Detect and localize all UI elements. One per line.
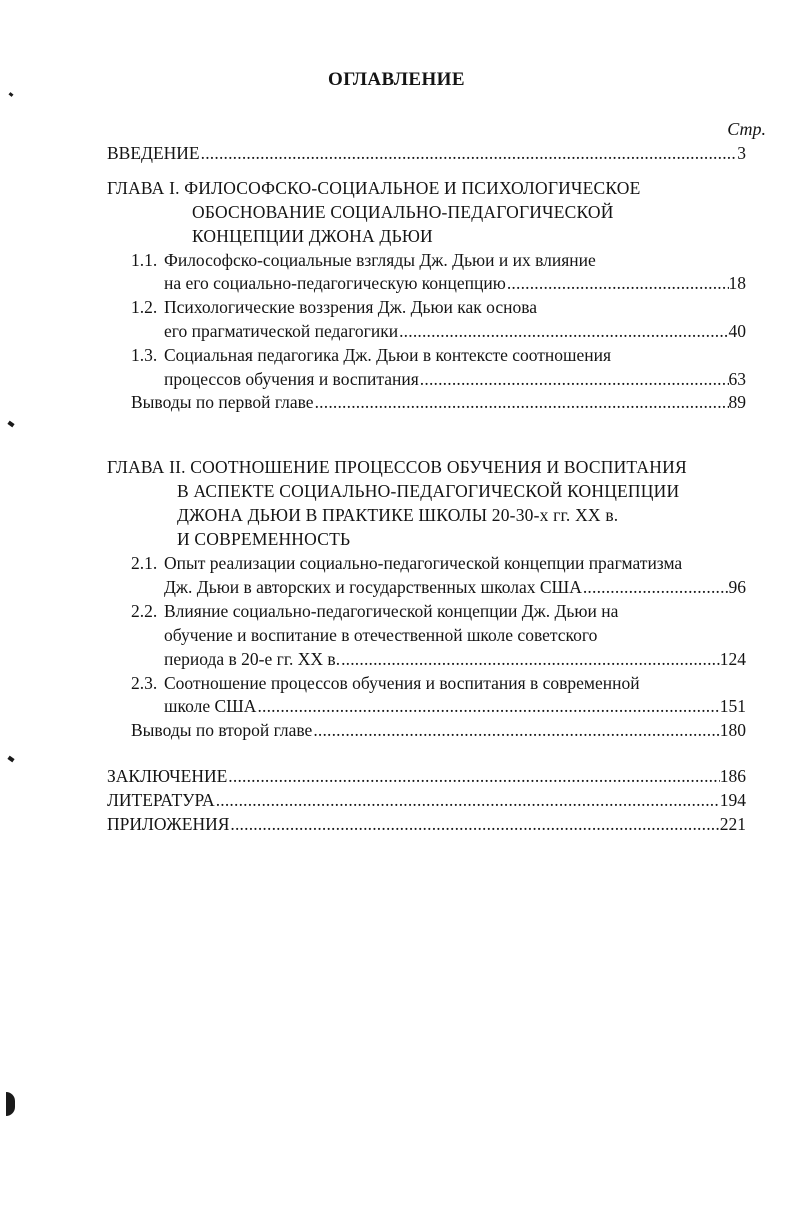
page-number: 194: [719, 790, 746, 810]
toc-entry-conclusion[interactable]: [107, 764, 746, 788]
leader-dots: [315, 390, 729, 414]
chapter-2-title-line: ГЛАВА II. СООТНОШЕНИЕ ПРОЦЕССОВ ОБУЧЕНИЯ И ВОСПИТАНИЯ: [107, 457, 687, 477]
section-number: 1.3.: [131, 345, 158, 365]
toc-entry-literature[interactable]: [107, 788, 746, 812]
leader-dots: [230, 812, 719, 836]
page-column-label: Стр.: [727, 119, 766, 139]
leader-dots: [257, 694, 719, 718]
entry-label: на его социально-педагогическую концепцию: [164, 273, 506, 293]
chapter-2-title-line: В АСПЕКТЕ СОЦИАЛЬНО-ПЕДАГОГИЧЕСКОЙ КОНЦЕПЦИИ: [177, 481, 680, 501]
leader-dots: [399, 319, 728, 343]
chapter-2-title-line: И СОВРЕМЕННОСТЬ: [177, 529, 351, 549]
section-title-line: обучение и воспитание в отечественной школе советского: [164, 625, 598, 645]
toc-entry-intro[interactable]: [107, 141, 746, 165]
page-number: 186: [719, 766, 746, 786]
section-title-line: Социальная педагогика Дж. Дьюи в контексте соотношения: [164, 345, 612, 365]
scan-mark: [7, 756, 14, 763]
leader-dots: [583, 575, 729, 599]
entry-label: Выводы по второй главе: [131, 720, 313, 740]
chapter-2-title-line: ДЖОНА ДЬЮИ В ПРАКТИКЕ ШКОЛЫ 20-30-х гг. XX в.: [177, 505, 619, 525]
page-number: 96: [728, 577, 746, 597]
leader-dots: [507, 271, 729, 295]
page-number: 89: [728, 392, 746, 412]
section-last-line: [164, 647, 746, 671]
page-number: 63: [728, 369, 746, 389]
leader-dots: [201, 141, 738, 165]
section-number: 2.2.: [131, 601, 158, 621]
toc-entry-appendices[interactable]: [107, 812, 746, 836]
section-number: 1.1.: [131, 250, 158, 270]
section-last-line: [164, 575, 746, 599]
leader-dots: [313, 718, 719, 742]
page-number: 221: [719, 814, 746, 834]
page-title: ОГЛАВЛЕНИЕ: [328, 69, 465, 90]
leader-dots: [420, 367, 729, 391]
entry-label: ЛИТЕРАТУРА: [107, 790, 215, 810]
section-number: 2.3.: [131, 673, 158, 693]
section-title-line: Философско-социальные взгляды Дж. Дьюи и их влияние: [164, 250, 596, 270]
chapter-1-title-line: ГЛАВА I. ФИЛОСОФСКО-СОЦИАЛЬНОЕ И ПСИХОЛОГИЧЕСКОЕ: [107, 178, 641, 198]
leader-dots: [216, 788, 720, 812]
entry-label: периода в 20-е гг. XX в.: [164, 649, 341, 669]
page-number: 3: [737, 143, 746, 163]
entry-label: ЗАКЛЮЧЕНИЕ: [107, 766, 228, 786]
entry-label: ВВЕДЕНИЕ: [107, 143, 200, 163]
page-number: 124: [719, 649, 746, 669]
toc-entry-chapter-1-conclusions[interactable]: [131, 390, 746, 414]
entry-label: процессов обучения и воспитания: [164, 369, 419, 389]
entry-label: Дж. Дьюи в авторских и государственных школах США: [164, 577, 582, 597]
leader-dots: [341, 647, 720, 671]
chapter-1-title-line: ОБОСНОВАНИЕ СОЦИАЛЬНО-ПЕДАГОГИЧЕСКОЙ: [192, 202, 614, 222]
entry-label: ПРИЛОЖЕНИЯ: [107, 814, 230, 834]
chapter-1-title-line: КОНЦЕПЦИИ ДЖОНА ДЬЮИ: [192, 226, 433, 246]
section-last-line: [164, 694, 746, 718]
toc-entry-chapter-2-conclusions[interactable]: [131, 718, 746, 742]
section-title-line: Опыт реализации социально-педагогической концепции прагматизма: [164, 553, 683, 573]
section-title-line: Соотношение процессов обучения и воспитания в современной: [164, 673, 640, 693]
scan-mark: [6, 1092, 15, 1116]
scan-mark: [9, 92, 14, 97]
section-number: 2.1.: [131, 553, 158, 573]
leader-dots: [228, 764, 719, 788]
entry-label: школе США: [164, 696, 257, 716]
page-number: 180: [719, 720, 746, 740]
entry-label: его прагматической педагогики: [164, 321, 399, 341]
section-last-line: [164, 367, 746, 391]
section-last-line: [164, 319, 746, 343]
section-number: 1.2.: [131, 297, 158, 317]
scan-mark: [7, 421, 14, 428]
page-number: 151: [719, 696, 746, 716]
section-title-line: Влияние социально-педагогической концепции Дж. Дьюи на: [164, 601, 619, 621]
section-last-line: [164, 271, 746, 295]
page-number: 18: [728, 273, 746, 293]
entry-label: Выводы по первой главе: [131, 392, 314, 412]
page-number: 40: [728, 321, 746, 341]
section-title-line: Психологические воззрения Дж. Дьюи как основа: [164, 297, 538, 317]
